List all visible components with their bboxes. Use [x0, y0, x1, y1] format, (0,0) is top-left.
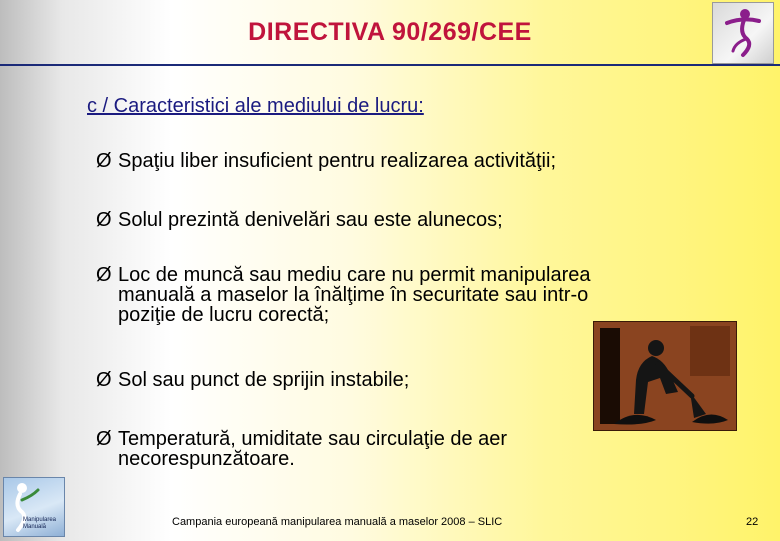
bullet-item: Ø Sol sau punct de sprijin instabile;	[96, 369, 410, 391]
arrow-bullet-icon: Ø	[96, 428, 112, 450]
arrow-bullet-icon: Ø	[96, 369, 112, 391]
shoveling-worker-illustration	[593, 321, 737, 431]
campaign-logo-label: Manipularea Manuală	[23, 517, 57, 530]
footer-text: Campania europeană manipularea manuală a maselor 2008 – SLIC	[172, 516, 503, 528]
title-bar	[0, 0, 780, 66]
dancer-logo-icon	[713, 3, 773, 63]
organization-logo	[712, 2, 774, 64]
bullet-item: Ø Spaţiu liber insuficient pentru realizarea activităţii;	[96, 150, 556, 172]
title-divider	[0, 64, 780, 66]
bullet-item: Ø Loc de muncă sau mediu care nu permit manipularea manuală a maselor la înălţime în securitate sau intr-o poziţie de lucru corectă;	[96, 264, 591, 326]
bullet-item: Ø Solul prezintă denivelări sau este alunecos;	[96, 209, 503, 231]
arrow-bullet-icon: Ø	[96, 209, 112, 231]
page-number: 22	[746, 516, 759, 528]
arrow-bullet-icon: Ø	[96, 150, 112, 172]
bullet-item: Ø Temperatură, umiditate sau circulaţie de aer necorespunzătoare.	[96, 428, 508, 470]
shoveling-worker-icon	[594, 322, 736, 430]
slide-title: DIRECTIVA 90/269/CEE	[248, 18, 532, 46]
section-title: c / Caracteristici ale mediului de lucru:	[87, 95, 424, 117]
arrow-bullet-icon: Ø	[96, 264, 112, 286]
